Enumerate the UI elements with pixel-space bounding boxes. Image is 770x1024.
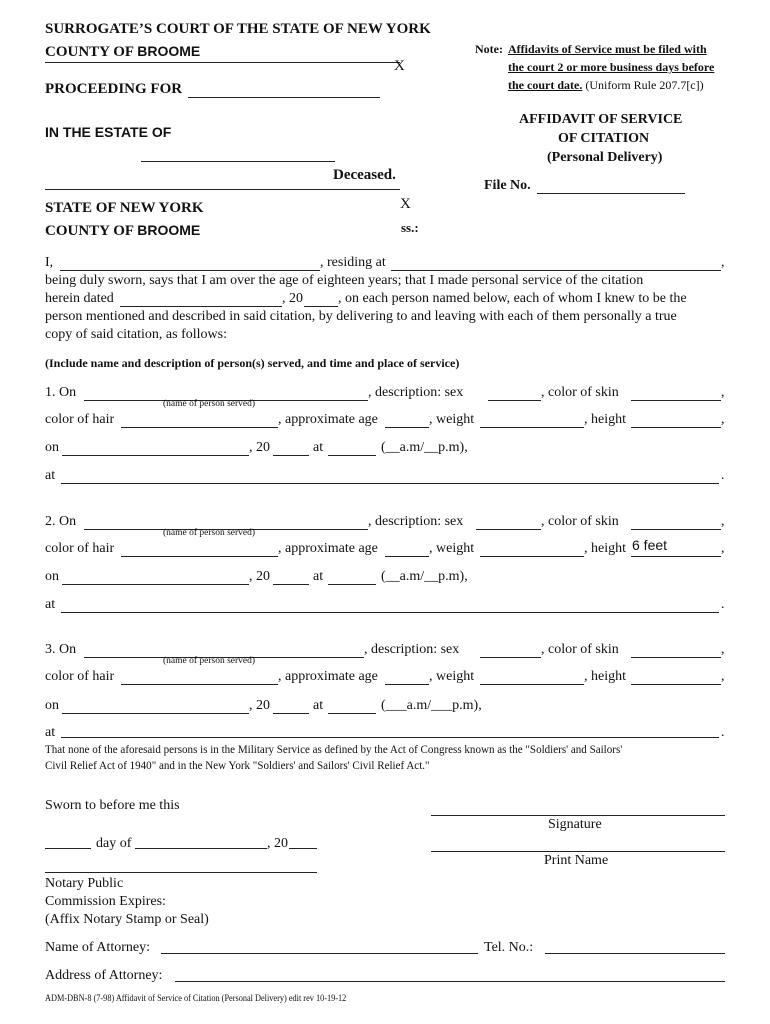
citation-year-field[interactable] [304, 306, 338, 307]
person-number: 3. On [45, 642, 77, 657]
service-time-field[interactable] [328, 713, 376, 714]
county-label [45, 43, 200, 61]
twenty-label: , 20 [249, 440, 270, 455]
at-place-label: at [45, 468, 56, 483]
county2-name: BROOME [137, 222, 201, 238]
attorney-address-field[interactable] [175, 981, 725, 982]
county2-prefix: COUNTY OF [45, 223, 134, 239]
deponent-i: I, [45, 255, 54, 270]
county-prefix: COUNTY OF [45, 44, 134, 60]
notary-public-label: Notary Public [45, 876, 124, 891]
military-clause-line-2: Civil Relief Act of 1940" and in the New York "Soldiers' and Sailors' Civil Relief Act." [45, 758, 430, 772]
weight-label: , weight [429, 541, 475, 556]
height-field[interactable] [631, 427, 721, 428]
hair-color-field[interactable] [121, 684, 278, 685]
in-estate-of-label: IN THE ESTATE OF [45, 124, 172, 140]
at-time-label: at [313, 440, 324, 455]
color-of-hair-label: color of hair [45, 412, 115, 427]
sworn-year-field[interactable] [289, 848, 317, 849]
weight-field[interactable] [480, 556, 584, 557]
on-label: on [45, 698, 59, 713]
weight-label: , weight [429, 412, 475, 427]
note-line-1: Affidavits of Service must be filed with [508, 42, 707, 56]
person-number: 2. On [45, 514, 77, 529]
body-line-3-rest: , on each person named below, each of whom I knew to be the [338, 291, 687, 306]
weight-label: , weight [429, 669, 475, 684]
day-of-label: day of [96, 836, 132, 851]
name-sublabel: (name of person served) [163, 399, 256, 409]
court-heading: SURROGATE’S COURT OF THE STATE OF NEW YORK [45, 21, 431, 37]
service-date-field[interactable] [62, 713, 249, 714]
county2-label [45, 222, 200, 240]
sex-field[interactable] [488, 400, 541, 401]
am-pm-label: (__a.m/__p.m), [381, 569, 468, 584]
file-no-field[interactable] [537, 193, 685, 194]
proceeding-for-field[interactable] [188, 97, 380, 98]
proceeding-for-label: PROCEEDING FOR [45, 81, 183, 97]
height-label: , height [584, 669, 626, 684]
file-no-label: File No. [484, 178, 531, 193]
height-field[interactable] [631, 684, 721, 685]
note-label: Note: [475, 42, 503, 56]
weight-field[interactable] [480, 684, 584, 685]
comma: , [721, 385, 725, 400]
approx-age-label: , approximate age [278, 669, 378, 684]
print-name-field[interactable] [431, 851, 725, 852]
note-line-2: the court 2 or more business days before [508, 60, 715, 74]
service-time-field[interactable] [328, 584, 376, 585]
deceased-label: Deceased. [333, 167, 396, 183]
body-line-5: copy of said citation, as follows: [45, 327, 227, 342]
age-field[interactable] [385, 556, 429, 557]
description-sex-label: , description: sex [368, 514, 464, 529]
sworn-before-label: Sworn to before me this [45, 798, 180, 813]
am-pm-label: (___a.m/___p.m), [381, 698, 482, 713]
name-sublabel: (name of person served) [163, 656, 256, 666]
service-year-field[interactable] [273, 455, 309, 456]
signature-field[interactable] [431, 815, 725, 816]
color-of-hair-label: color of hair [45, 669, 115, 684]
service-place-field[interactable] [61, 612, 719, 613]
name-sublabel: (name of person served) [163, 528, 256, 538]
citation-date-field[interactable] [120, 306, 282, 307]
description-sex-label: , description: sex [368, 385, 464, 400]
notary-signature-field[interactable] [45, 872, 317, 873]
twenty-label: , 20 [249, 569, 270, 584]
service-time-field[interactable] [328, 455, 376, 456]
signature-label: Signature [548, 817, 602, 832]
height-field[interactable] [631, 556, 721, 557]
attorney-name-field[interactable] [161, 953, 478, 954]
approx-age-label: , approximate age [278, 412, 378, 427]
at-time-label: at [313, 698, 324, 713]
at-place-label: at [45, 597, 56, 612]
person-number: 1. On [45, 385, 77, 400]
description-sex-label: , description: sex [364, 642, 460, 657]
deponent-name-field[interactable] [60, 270, 320, 271]
at-time-label: at [313, 569, 324, 584]
twenty-label: , 20 [249, 698, 270, 713]
sworn-twenty-label: , 20 [267, 836, 288, 851]
height-label: , height [584, 412, 626, 427]
skin-color-field[interactable] [631, 529, 721, 530]
height-value: 6 feet [632, 537, 668, 553]
title-line-1: AFFIDAVIT OF SERVICE [519, 112, 683, 127]
weight-field[interactable] [480, 427, 584, 428]
period: . [721, 468, 725, 483]
service-instruction: (Include name and description of person(s) served, and time and place of service) [45, 356, 460, 370]
comma: , [721, 412, 725, 427]
twenty-label: , 20 [282, 291, 303, 306]
form-id: ADM-DBN-8 (7-98) Affidavit of Service of Citation (Personal Delivery) edit rev 10-19-12 [45, 993, 347, 1003]
hair-color-field[interactable] [121, 427, 278, 428]
skin-color-field[interactable] [631, 400, 721, 401]
service-place-field[interactable] [61, 483, 719, 484]
residing-at-label: , residing at [320, 255, 386, 270]
comma: , [721, 541, 725, 556]
comma: , [721, 514, 725, 529]
decedent-name-field[interactable] [141, 161, 335, 162]
county-name: BROOME [137, 43, 201, 59]
service-year-field[interactable] [273, 584, 309, 585]
comma: , [721, 255, 725, 270]
on-label: on [45, 569, 59, 584]
period: . [721, 597, 725, 612]
note-line-3 [508, 78, 704, 93]
color-of-skin-label: , color of skin [541, 514, 619, 529]
body-line-2: being duly sworn, says that I am over the age of eighteen years; that I made personal service of the citation [45, 273, 644, 288]
state-label: STATE OF NEW YORK [45, 200, 204, 216]
service-date-field[interactable] [62, 455, 249, 456]
color-of-skin-label: , color of skin [541, 385, 619, 400]
title-line-2: OF CITATION [558, 131, 650, 146]
service-year-field[interactable] [273, 713, 309, 714]
age-field[interactable] [385, 427, 429, 428]
color-of-hair-label: color of hair [45, 541, 115, 556]
title-line-3: (Personal Delivery) [547, 150, 663, 165]
sworn-month-field[interactable] [135, 848, 267, 849]
caption-x-mark: X [394, 58, 405, 74]
age-field[interactable] [385, 684, 429, 685]
on-label: on [45, 440, 59, 455]
comma: , [721, 642, 725, 657]
note-rule: (Uniform Rule 207.7[c]) [585, 78, 704, 92]
commission-expires-label: Commission Expires: [45, 894, 166, 909]
print-name-label: Print Name [544, 853, 609, 868]
tel-no-field[interactable] [545, 953, 725, 954]
period: . [721, 725, 725, 740]
service-date-field[interactable] [62, 584, 249, 585]
at-place-label: at [45, 725, 56, 740]
height-label: , height [584, 541, 626, 556]
approx-age-label: , approximate age [278, 541, 378, 556]
hair-color-field[interactable] [121, 556, 278, 557]
comma: , [721, 669, 725, 684]
deponent-address-field[interactable] [391, 270, 721, 271]
affix-stamp-label: (Affix Notary Stamp or Seal) [45, 912, 209, 927]
service-place-field[interactable] [61, 737, 719, 738]
attorney-address-label: Address of Attorney: [45, 968, 163, 983]
note-court-date: the court date. [508, 78, 583, 92]
caption-bottom-rule [45, 189, 400, 190]
sworn-day-field[interactable] [45, 848, 91, 849]
military-clause-line-1: That none of the aforesaid persons is in the Military Service as defined by the Act of Congress known as the "Soldiers' and Sailors' [45, 742, 623, 756]
venue-x-mark: X [400, 196, 411, 212]
herein-dated-label: herein dated [45, 291, 114, 306]
body-line-4: person mentioned and described in said citation, by delivering to and leaving with each of them personally a true [45, 309, 677, 324]
attorney-name-label: Name of Attorney: [45, 940, 150, 955]
ss-label: ss.: [401, 220, 419, 235]
am-pm-label: (__a.m/__p.m), [381, 440, 468, 455]
tel-no-label: Tel. No.: [484, 940, 534, 955]
sex-field[interactable] [480, 657, 541, 658]
sex-field[interactable] [476, 529, 541, 530]
header-rule [45, 62, 400, 63]
color-of-skin-label: , color of skin [541, 642, 619, 657]
skin-color-field[interactable] [631, 657, 721, 658]
